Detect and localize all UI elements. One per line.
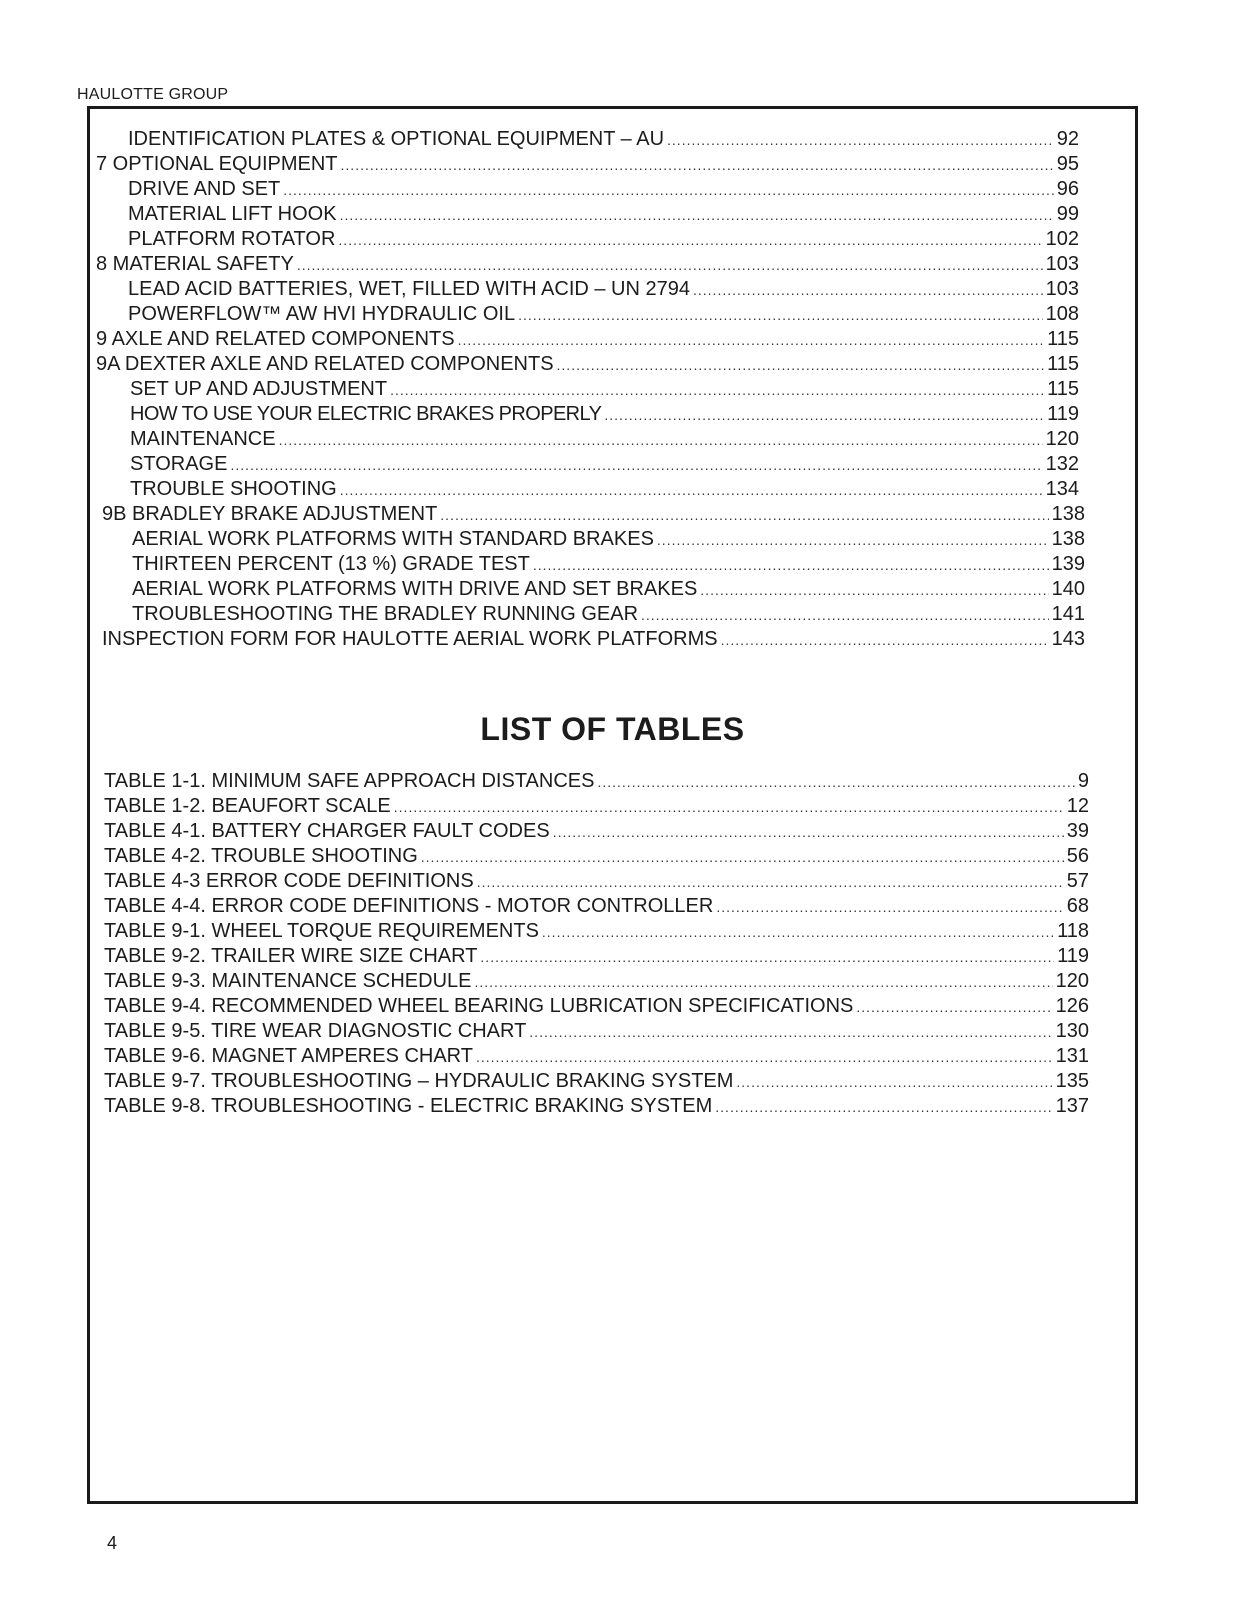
dot-leader	[477, 870, 1064, 894]
toc-entry	[96, 352, 1079, 377]
table-entry-title: TABLE 4-1. BATTERY CHARGER FAULT CODES	[104, 820, 550, 842]
list-of-tables-heading: LIST OF TABLES	[480, 711, 745, 747]
toc-entry-title: HOW TO USE YOUR ELECTRIC BRAKES PROPERLY	[130, 403, 602, 425]
dot-leader	[440, 503, 1048, 527]
dot-leader	[340, 478, 1043, 502]
table-entry-title: TABLE 1-2. BEAUFORT SCALE	[104, 795, 391, 817]
table-entry-page: 9	[1077, 770, 1089, 792]
table-entry-page: 131	[1055, 1045, 1089, 1067]
toc-entry	[128, 302, 1079, 327]
table-entry-title: TABLE 4-4. ERROR CODE DEFINITIONS - MOTOR CONTROLLER	[104, 895, 714, 917]
toc-entry-title: INSPECTION FORM FOR HAULOTTE AERIAL WORK PLATFORMS	[102, 628, 718, 650]
toc-entry-title: THIRTEEN PERCENT (13 %) GRADE TEST	[132, 553, 530, 575]
toc-entry-title: TROUBLE SHOOTING	[130, 478, 337, 500]
table-entry	[104, 894, 1089, 919]
dot-leader	[390, 378, 1044, 402]
toc-entry-title: AERIAL WORK PLATFORMS WITH STANDARD BRAKES	[132, 528, 654, 550]
toc-entry	[130, 377, 1079, 402]
toc-entry-title: MAINTENANCE	[130, 428, 276, 450]
toc-entry	[130, 452, 1079, 477]
dot-leader	[279, 428, 1043, 452]
toc-entry-page: 115	[1047, 378, 1079, 400]
toc-entry-page: 103	[1045, 278, 1079, 300]
dot-leader	[421, 845, 1064, 869]
table-entry	[104, 794, 1089, 819]
toc-entry-title: 9A DEXTER AXLE AND RELATED COMPONENTS	[96, 353, 554, 375]
toc-entry	[128, 177, 1079, 202]
dot-leader	[553, 820, 1064, 844]
running-header: HAULOTTE GROUP	[77, 86, 229, 103]
dot-leader	[542, 920, 1054, 944]
page-number: 4	[107, 1533, 118, 1553]
table-entry-page: 126	[1055, 995, 1089, 1017]
table-entry-page: 120	[1055, 970, 1089, 992]
dot-leader	[667, 128, 1054, 152]
dot-leader	[480, 945, 1054, 969]
table-entry-title: TABLE 9-1. WHEEL TORQUE REQUIREMENTS	[104, 920, 539, 942]
toc-entry-title: 7 OPTIONAL EQUIPMENT	[96, 153, 338, 175]
table-entry-title: TABLE 9-3. MAINTENANCE SCHEDULE	[104, 970, 472, 992]
toc-entry-page: 138	[1051, 528, 1085, 550]
dot-leader	[529, 1020, 1052, 1044]
dot-leader	[341, 153, 1054, 177]
toc-entry-title: DRIVE AND SET	[128, 178, 281, 200]
dot-leader	[340, 203, 1054, 227]
toc-entry-title: IDENTIFICATION PLATES & OPTIONAL EQUIPMENT – AU	[128, 128, 665, 150]
toc-entry-page: 119	[1047, 403, 1079, 425]
toc-entry	[96, 252, 1079, 277]
dot-leader	[604, 403, 1044, 427]
dot-leader	[721, 628, 1049, 652]
toc-entry-title: SET UP AND ADJUSTMENT	[130, 378, 388, 400]
table-entry-title: TABLE 9-5. TIRE WEAR DIAGNOSTIC CHART	[104, 1020, 527, 1042]
toc-entry-page: 143	[1051, 628, 1085, 650]
table-entry-page: 12	[1066, 795, 1089, 817]
toc-entry-page: 134	[1045, 478, 1079, 500]
table-entry	[104, 994, 1089, 1019]
table-entry-title: TABLE 9-8. TROUBLESHOOTING - ELECTRIC BRAKING SYSTEM	[104, 1095, 713, 1117]
table-entry-page: 119	[1057, 945, 1089, 967]
toc-entry-page: 96	[1056, 178, 1079, 200]
toc-entry	[102, 627, 1085, 652]
table-entry	[104, 944, 1089, 969]
toc-entry-title: 9B BRADLEY BRAKE ADJUSTMENT	[102, 503, 438, 525]
dot-leader	[715, 1095, 1052, 1119]
content-frame	[87, 106, 1138, 1504]
toc-entry-page: 103	[1045, 253, 1079, 275]
table-entry	[104, 969, 1089, 994]
toc-entry-page: 138	[1051, 503, 1085, 525]
table-entry-page: 57	[1066, 870, 1089, 892]
table-entry-title: TABLE 9-4. RECOMMENDED WHEEL BEARING LUBRICATION SPECIFICATIONS	[104, 995, 854, 1017]
toc-entry-page: 120	[1045, 428, 1079, 450]
dot-leader	[475, 970, 1053, 994]
table-entry	[104, 844, 1089, 869]
table-entry	[104, 1044, 1089, 1069]
dot-leader	[338, 228, 1042, 252]
toc-entry-page: 95	[1056, 153, 1079, 175]
table-entry-title: TABLE 9-6. MAGNET AMPERES CHART	[104, 1045, 473, 1067]
dot-leader	[693, 278, 1043, 302]
toc-entry-title: 9 AXLE AND RELATED COMPONENTS	[96, 328, 455, 350]
dot-leader	[700, 578, 1048, 602]
toc-entry-page: 139	[1051, 553, 1085, 575]
dot-leader	[458, 328, 1044, 352]
dot-leader	[297, 253, 1043, 277]
table-entry-page: 68	[1066, 895, 1089, 917]
toc-entry	[102, 502, 1085, 527]
toc-entry-title: 8 MATERIAL SAFETY	[96, 253, 294, 275]
toc-entry-title: AERIAL WORK PLATFORMS WITH DRIVE AND SET BRAKES	[132, 578, 698, 600]
toc-entry	[128, 277, 1079, 302]
table-entry-title: TABLE 1-1. MINIMUM SAFE APPROACH DISTANCES	[104, 770, 595, 792]
dot-leader	[557, 353, 1045, 377]
toc-entry	[130, 402, 1079, 427]
toc-entry-page: 99	[1056, 203, 1079, 225]
table-entry	[104, 819, 1089, 844]
table-entry-title: TABLE 9-7. TROUBLESHOOTING – HYDRAULIC BRAKING SYSTEM	[104, 1070, 734, 1092]
table-entry	[104, 1069, 1089, 1094]
toc-entry	[96, 152, 1079, 177]
toc-entry	[132, 552, 1085, 577]
toc-entry-page: 102	[1045, 228, 1079, 250]
toc-entry-page: 141	[1051, 603, 1085, 625]
dot-leader	[230, 453, 1042, 477]
table-entry-page: 39	[1066, 820, 1089, 842]
toc-entry-page: 92	[1056, 128, 1079, 150]
dot-leader	[394, 795, 1064, 819]
table-entry-page: 137	[1055, 1095, 1089, 1117]
table-entry-page: 135	[1055, 1070, 1089, 1092]
table-entry	[104, 1094, 1089, 1119]
table-entry-title: TABLE 4-3 ERROR CODE DEFINITIONS	[104, 870, 474, 892]
table-entry	[104, 1019, 1089, 1044]
toc-entry-page: 115	[1047, 353, 1079, 375]
toc-entry	[132, 577, 1085, 602]
toc-entry-page: 115	[1047, 328, 1079, 350]
toc-entry	[132, 527, 1085, 552]
table-entry-page: 118	[1057, 920, 1089, 942]
table-entry	[104, 769, 1089, 794]
toc-entry	[130, 477, 1079, 502]
dot-leader	[716, 895, 1063, 919]
dot-leader	[657, 528, 1049, 552]
toc-entry-title: TROUBLESHOOTING THE BRADLEY RUNNING GEAR	[132, 603, 639, 625]
toc-entry-page: 140	[1051, 578, 1085, 600]
toc-entry	[96, 327, 1079, 352]
toc-entry	[128, 127, 1079, 152]
toc-entry-title: LEAD ACID BATTERIES, WET, FILLED WITH ACID – UN 2794	[128, 278, 690, 300]
dot-leader	[736, 1070, 1052, 1094]
dot-leader	[597, 770, 1074, 794]
dot-leader	[518, 303, 1043, 327]
table-entry	[104, 919, 1089, 944]
dot-leader	[476, 1045, 1053, 1069]
toc-entry	[128, 202, 1079, 227]
toc-entry-title: POWERFLOW™ AW HVI HYDRAULIC OIL	[128, 303, 516, 325]
toc-entry-title: MATERIAL LIFT HOOK	[128, 203, 337, 225]
table-entry-title: TABLE 9-2. TRAILER WIRE SIZE CHART	[104, 945, 478, 967]
table-entry-page: 130	[1055, 1020, 1089, 1042]
toc-entry-page: 132	[1045, 453, 1079, 475]
toc-entry-title: PLATFORM ROTATOR	[128, 228, 336, 250]
table-entry-title: TABLE 4-2. TROUBLE SHOOTING	[104, 845, 418, 867]
dot-leader	[533, 553, 1049, 577]
table-entry-page: 56	[1066, 845, 1089, 867]
dot-leader	[283, 178, 1053, 202]
dot-leader	[641, 603, 1049, 627]
toc-entry	[132, 602, 1085, 627]
toc-entry	[130, 427, 1079, 452]
toc-entry	[128, 227, 1079, 252]
dot-leader	[856, 995, 1052, 1019]
toc-entry-title: STORAGE	[130, 453, 228, 475]
toc-entry-page: 108	[1045, 303, 1079, 325]
table-entry	[104, 869, 1089, 894]
